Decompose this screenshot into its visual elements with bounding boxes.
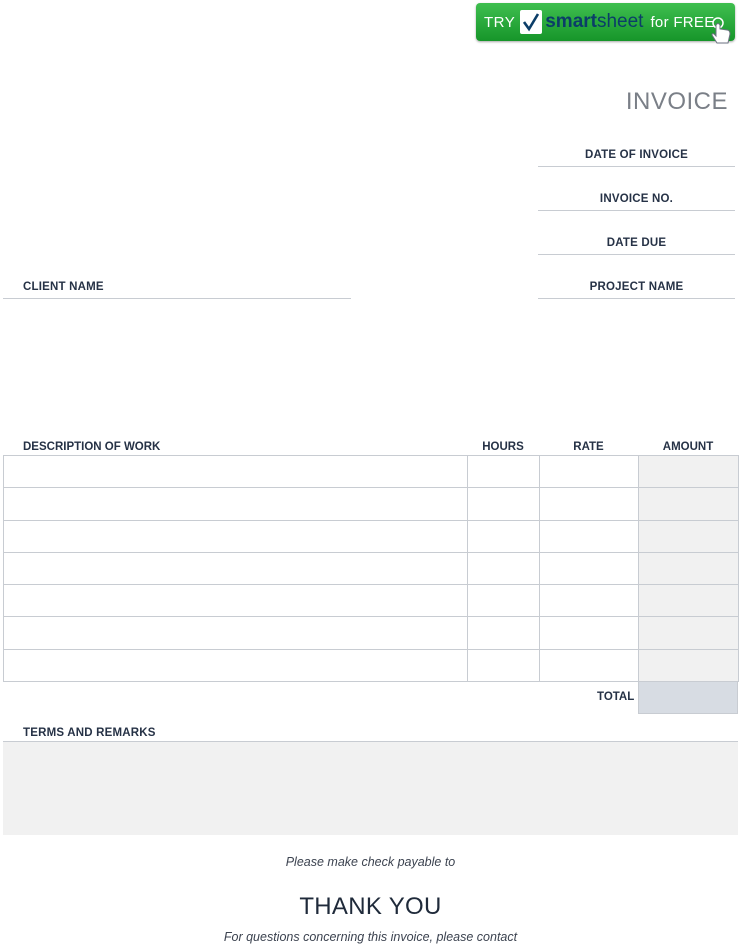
amount-cell bbox=[639, 456, 739, 488]
description-cell[interactable] bbox=[4, 488, 468, 520]
hours-cell[interactable] bbox=[468, 488, 540, 520]
rate-cell[interactable] bbox=[540, 649, 639, 681]
date-due-field[interactable] bbox=[538, 254, 735, 255]
table-row bbox=[4, 649, 739, 681]
rate-cell[interactable] bbox=[540, 585, 639, 617]
amount-cell bbox=[639, 488, 739, 520]
amount-cell bbox=[639, 649, 739, 681]
try-smartsheet-banner[interactable] bbox=[476, 3, 735, 41]
rate-cell[interactable] bbox=[540, 552, 639, 584]
table-row bbox=[4, 585, 739, 617]
description-cell[interactable] bbox=[4, 552, 468, 584]
rate-cell[interactable] bbox=[540, 488, 639, 520]
amount-cell bbox=[639, 585, 739, 617]
description-cell[interactable] bbox=[4, 456, 468, 488]
rate-header: RATE bbox=[573, 441, 604, 453]
invoice-title: INVOICE bbox=[625, 88, 728, 115]
banner-cta-text: for FREE bbox=[650, 13, 715, 31]
payable-note: Please make check payable to bbox=[285, 855, 456, 869]
project-name-field[interactable] bbox=[538, 298, 735, 299]
amount-cell bbox=[639, 552, 739, 584]
description-cell[interactable] bbox=[4, 617, 468, 649]
banner-try-text: TRY bbox=[484, 13, 516, 31]
total-label: TOTAL bbox=[597, 691, 635, 703]
hours-cell[interactable] bbox=[468, 552, 540, 584]
hours-cell[interactable] bbox=[468, 585, 540, 617]
table-row bbox=[4, 552, 739, 584]
description-cell[interactable] bbox=[4, 585, 468, 617]
hours-cell[interactable] bbox=[468, 617, 540, 649]
total-value bbox=[638, 681, 738, 714]
amount-cell bbox=[639, 617, 739, 649]
checkmark-icon bbox=[520, 10, 542, 34]
invoice-no-field[interactable] bbox=[538, 210, 735, 211]
project-name-label: PROJECT NAME bbox=[589, 281, 684, 293]
amount-cell bbox=[639, 520, 739, 552]
table-row bbox=[4, 617, 739, 649]
pointer-hand-icon bbox=[710, 16, 734, 46]
description-cell[interactable] bbox=[4, 649, 468, 681]
date-of-invoice-field[interactable] bbox=[538, 166, 735, 167]
hours-cell[interactable] bbox=[468, 520, 540, 552]
smartsheet-logo-text: smartsheet bbox=[545, 11, 644, 32]
terms-textarea[interactable] bbox=[3, 741, 738, 835]
table-row bbox=[4, 520, 739, 552]
rate-cell[interactable] bbox=[540, 456, 639, 488]
invoice-no-label: INVOICE NO. bbox=[599, 193, 674, 205]
questions-note: For questions concerning this invoice, please contact bbox=[223, 930, 518, 944]
thank-you-heading: THANK YOU bbox=[299, 893, 442, 920]
rate-cell[interactable] bbox=[540, 617, 639, 649]
terms-label: TERMS AND REMARKS bbox=[23, 727, 156, 739]
description-cell[interactable] bbox=[4, 520, 468, 552]
hours-cell[interactable] bbox=[468, 649, 540, 681]
table-row bbox=[4, 488, 739, 520]
date-of-invoice-label: DATE OF INVOICE bbox=[584, 149, 689, 161]
hours-header: HOURS bbox=[482, 441, 524, 453]
hours-cell[interactable] bbox=[468, 456, 540, 488]
client-name-field[interactable] bbox=[3, 298, 351, 299]
rate-cell[interactable] bbox=[540, 520, 639, 552]
description-header: DESCRIPTION OF WORK bbox=[23, 441, 161, 453]
client-name-label: CLIENT NAME bbox=[23, 281, 104, 293]
date-due-label: DATE DUE bbox=[606, 237, 667, 249]
line-items-table bbox=[3, 455, 739, 682]
table-row bbox=[4, 456, 739, 488]
amount-header: AMOUNT bbox=[662, 441, 714, 453]
